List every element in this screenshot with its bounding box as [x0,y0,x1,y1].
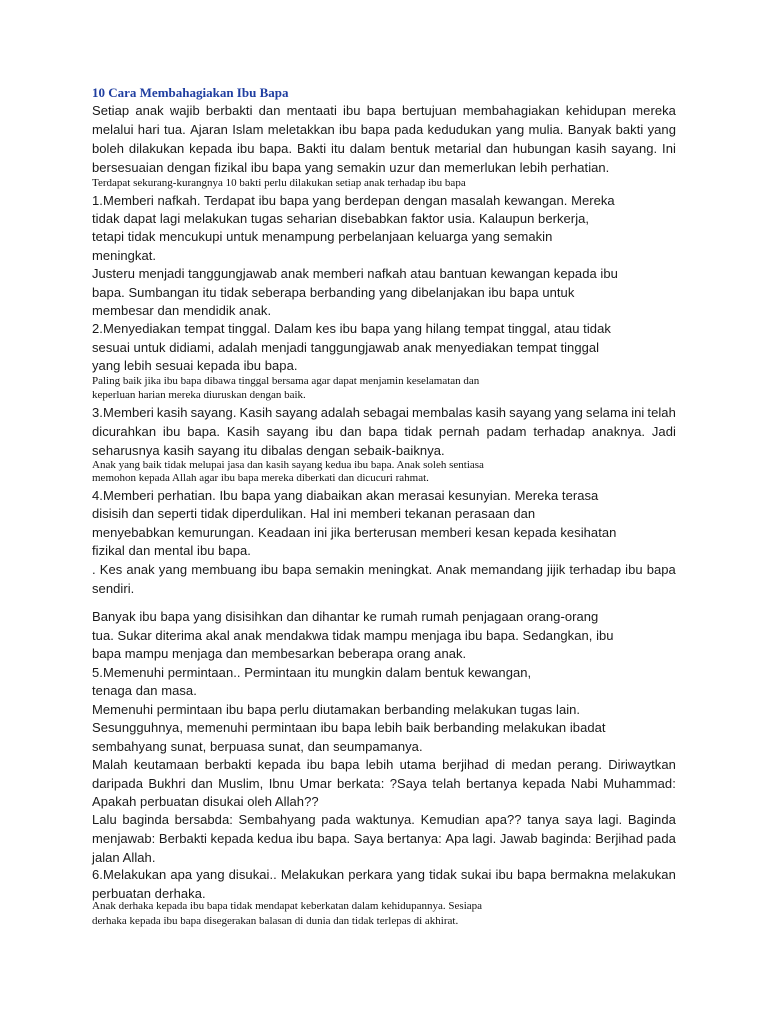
paragraph-line: 2.Menyediakan tempat tinggal. Dalam kes ibu bapa yang hilang tempat tinggal, atau tidak [92,321,611,336]
paragraph-line: sesuai untuk didiami, adalah menjadi tanggungjawab anak menyediakan tempat tinggal [92,340,600,355]
paragraph-line: Memenuhi permintaan ibu bapa perlu diutamakan berbanding melakukan tugas lain. [92,702,581,717]
paragraph-line: melalui hari tua. Ajaran Islam meletakkan ibu bapa pada kedudukan yang mulia. Banyak bakti yang [92,122,676,137]
paragraph-line: 6.Melakukan apa yang disukai.. Melakukan perkara yang tidak sukai ibu bapa bermakna melakukan [92,867,676,882]
paragraph-line: seharusnya kasih sayang itu dibalas dengan sebaik-baiknya. [92,443,445,458]
document-title: 10 Cara Membahagiakan Ibu Bapa [92,85,289,100]
paragraph-line: menjawab: Berbakti kepada kedua ibu bapa. Saya bertanya: Apa lagi. Jawab baginda: Berjihad pada [92,831,676,846]
note-line: Anak yang baik tidak melupai jasa dan kasih sayang kedua ibu bapa. Anak soleh sentiasa [92,459,484,471]
paragraph-line: meningkat. [92,248,157,263]
paragraph-line: jalan Allah. [92,850,156,865]
paragraph-line: 5.Memenuhi permintaan.. Permintaan itu mungkin dalam bentuk kewangan, [92,665,532,680]
paragraph-line: membesar dan mendidik anak. [92,303,272,318]
paragraph-line: bersesuaian dengan fizikal ibu bapa yang semakin uzur dan memerlukan lebih perhatian. [92,160,610,175]
paragraph-line: menyebabkan kemurungan. Keadaan ini jika berterusan memberi kesan kepada kesihatan [92,525,617,540]
paragraph-line: Setiap anak wajib berbakti dan mentaati ibu bapa bertujuan membahagiakan kehidupan mereka [92,103,676,118]
paragraph-line: bapa mampu menjaga dan membesarkan beberapa orang anak. [92,646,467,661]
paragraph-line: yang lebih sesuai kepada ibu bapa. [92,358,298,373]
paragraph-line: tetapi tidak mencukupi untuk menampung perbelanjaan keluarga yang semakin [92,229,553,244]
paragraph-line: 4.Memberi perhatian. Ibu bapa yang diabaikan akan merasai kesunyian. Mereka terasa [92,488,599,503]
note-line: derhaka kepada ibu bapa disegerakan balasan di dunia dan tidak terlepas di akhirat. [92,915,459,927]
paragraph-line: bapa. Sumbangan itu tidak seberapa berbanding yang dibelanjakan ibu bapa untuk [92,285,575,300]
note-line: Terdapat sekurang-kurangnya 10 bakti perlu dilakukan setiap anak terhadap ibu bapa [92,177,466,189]
paragraph-line: Apakah perbuatan disukai oleh Allah?? [92,794,319,809]
note-line: Paling baik jika ibu bapa dibawa tinggal bersama agar dapat menjamin keselamatan dan [92,375,480,387]
paragraph-line: 1.Memberi nafkah. Terdapat ibu bapa yang berdepan dengan masalah kewangan. Mereka [92,193,615,208]
paragraph-line: Banyak ibu bapa yang disisihkan dan dihantar ke rumah rumah penjagaan orang-orang [92,609,599,624]
paragraph-line: fizikal dan mental ibu bapa. [92,543,251,558]
paragraph-line: sendiri. [92,581,135,596]
paragraph-line: boleh dilakukan kepada ibu bapa. Bakti itu dalam bentuk metarial dan hubungan kasih sayang. Ini [92,141,676,156]
paragraph-line: . Kes anak yang membuang ibu bapa semakin meningkat. Anak memandang jijik terhadap ibu bapa [92,562,676,577]
note-line: memohon kepada Allah agar ibu bapa mereka diberkati dan dicucuri rahmat. [92,472,429,484]
paragraph-line: tidak dapat lagi melakukan tugas seharian disebabkan faktor usia. Kalaupun berkerja, [92,211,590,226]
note-line: Anak derhaka kepada ibu bapa tidak mendapat keberkatan dalam kehidupannya. Sesiapa [92,900,483,912]
paragraph-line: tenaga dan masa. [92,683,197,698]
paragraph-line: Justeru menjadi tanggungjawab anak memberi nafkah atau bantuan kewangan kepada ibu [92,266,618,281]
paragraph-line: daripada Bukhri dan Muslim, Ibnu Umar berkata: ?Saya telah bertanya kepada Nabi Muhammad: [92,776,676,791]
paragraph-line: 3.Memberi kasih sayang. Kasih sayang adalah sebagai membalas kasih sayang yang selama ini telah [92,405,676,420]
paragraph-line: disisih dan seperti tidak diperdulikan. Hal ini memberi tekanan perasaan dan [92,506,536,521]
paragraph-line: Lalu baginda bersabda: Sembahyang pada waktunya. Kemudian apa?? tanya saya lagi. Baginda [92,812,676,827]
paragraph-line: Sesungguhnya, memenuhi permintaan ibu bapa lebih baik berbanding melakukan ibadat [92,720,606,735]
paragraph-line: sembahyang sunat, berpuasa sunat, dan seumpamanya. [92,739,423,754]
paragraph-line: dicurahkan ibu bapa. Kasih sayang ibu dan bapa tidak pernah padam terhadap anaknya. Jadi [92,424,676,439]
note-line: keperluan harian mereka diuruskan dengan baik. [92,389,306,401]
paragraph-line: Malah keutamaan berbakti kepada ibu bapa lebih utama berjihad di medan perang. Diriwaytkan [92,757,676,772]
paragraph-line: tua. Sukar diterima akal anak mendakwa tidak mampu menjaga ibu bapa. Sedangkan, ibu [92,628,614,643]
paragraph-line: perbuatan derhaka. [92,886,206,901]
